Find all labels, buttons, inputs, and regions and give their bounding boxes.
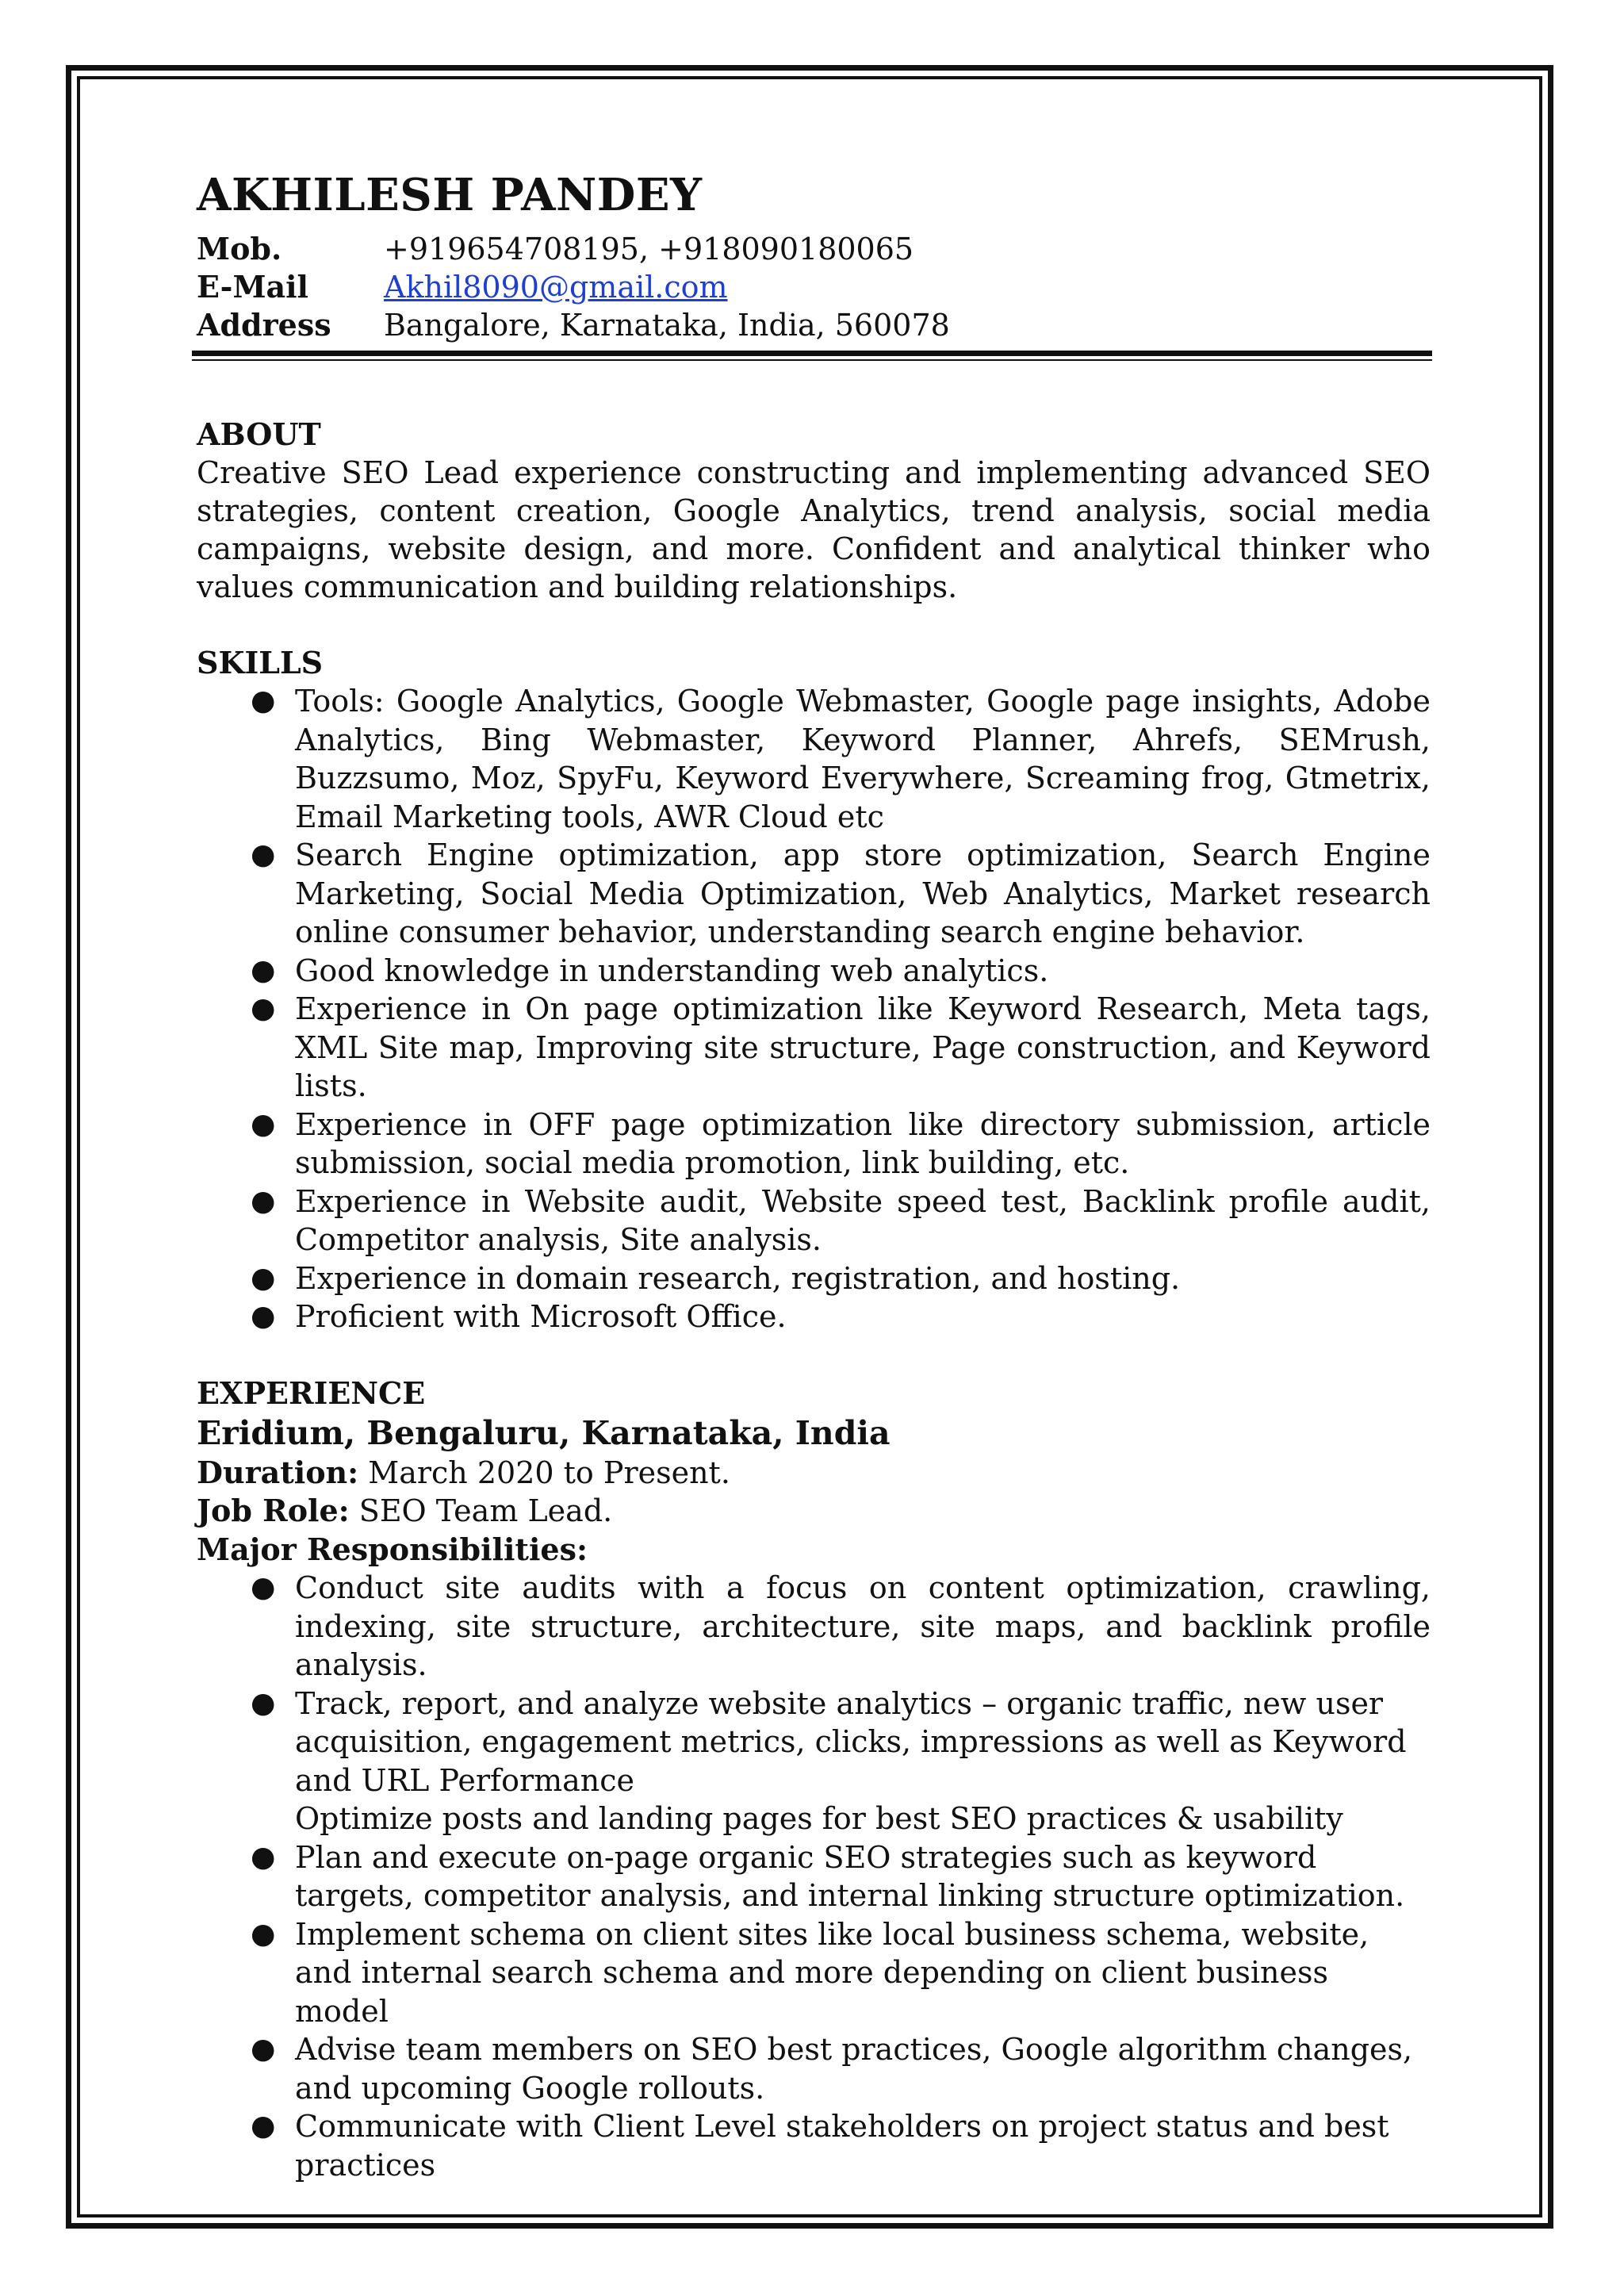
contact-email	[197, 268, 1431, 306]
candidate-name: AKHILESH PANDEY	[197, 169, 703, 221]
list-item	[197, 1838, 1431, 1915]
responsibility-text: Communicate with Client Level stakeholders on project status and best practices	[295, 2109, 1389, 2183]
responsibility-text: Conduct site audits with a focus on content optimization, crawling, indexing, site structure, architecture, site maps, and backlink profile analysis.	[295, 1570, 1431, 1682]
list-item	[197, 2030, 1431, 2107]
skill-text: Search Engine optimization, app store optimization, Search Engine Marketing, Social Media Optimization, Web Analytics, Market research online consumer behavior, understanding search engine behavior.	[295, 838, 1431, 949]
responsibilities-list	[197, 1569, 1431, 2184]
company-name: Eridium, Bengaluru, Karnataka, India	[197, 1413, 891, 1452]
list-item	[197, 1800, 1431, 1838]
list-item	[197, 1915, 1431, 2031]
contact-label: Mob.	[197, 231, 282, 266]
responsibilities-label: Major Responsibilities:	[197, 1531, 588, 1567]
skill-text: Proficient with Microsoft Office.	[295, 1299, 787, 1334]
role-label: Job Role:	[197, 1493, 350, 1528]
contact-address	[197, 306, 1431, 344]
bullet-icon: ●	[251, 1261, 276, 1294]
resume-content	[197, 169, 1431, 2184]
list-item	[197, 1106, 1431, 1182]
skill-text: Tools: Google Analytics, Google Webmaster, Google page insights, Adobe Analytics, Bing Webmaster, Keyword Planner, Ahrefs, SEMrush, Buzzsumo, Moz, SpyFu, Keyword Everywhere, Screaming frog, Gtmetrix, Email Marketing tools, AWR Cloud etc	[295, 684, 1431, 834]
bullet-icon: ●	[251, 1917, 276, 1950]
bullet-icon: ●	[251, 1686, 276, 1719]
skills-heading: SKILLS	[197, 645, 324, 680]
list-item	[197, 836, 1431, 952]
list-item	[197, 2107, 1431, 2184]
list-item	[197, 682, 1431, 836]
experience-heading: EXPERIENCE	[197, 1374, 426, 1411]
skill-text: Experience in On page optimization like Keyword Research, Meta tags, XML Site map, Improving site structure, Page construction, and Keyword lists.	[295, 991, 1431, 1103]
bullet-icon: ●	[251, 1107, 276, 1140]
bullet-icon: ●	[251, 1840, 276, 1873]
role-value: SEO Team Lead.	[349, 1493, 613, 1528]
contact-mobile	[197, 230, 1431, 268]
skill-text: Experience in domain research, registration, and hosting.	[295, 1260, 1181, 1296]
responsibility-text: Track, report, and analyze website analytics – organic traffic, new user acquisition, engagement metrics, clicks, impressions as well as Keyword and URL Performance	[295, 1685, 1407, 1798]
contact-value: +919654708195, +918090180065	[384, 232, 914, 266]
list-item	[197, 1182, 1431, 1259]
responsibility-text: Optimize posts and landing pages for best SEO practices & usability	[295, 1801, 1343, 1836]
email-link[interactable]: Akhil8090@gmail.com	[384, 270, 728, 305]
bullet-icon: ●	[251, 684, 276, 717]
responsibility-text: Advise team members on SEO best practices, Google algorithm changes, and upcoming Google rollouts.	[295, 2032, 1413, 2106]
skill-text: Experience in Website audit, Website speed test, Backlink profile audit, Competitor analysis, Site analysis.	[295, 1183, 1431, 1257]
bullet-icon: ●	[251, 2033, 276, 2065]
list-item	[197, 952, 1431, 991]
bullet-icon: ●	[251, 838, 276, 871]
responsibilities-heading	[197, 1531, 1431, 1570]
responsibility-text: Plan and execute on-page organic SEO strategies such as keyword targets, competitor analysis, and internal linking structure optimization.	[295, 1839, 1405, 1913]
responsibility-text: Implement schema on client sites like local business schema, website, and internal search schema and more depending on client business model	[295, 1916, 1369, 2029]
duration-line	[197, 1454, 1431, 1493]
skill-text: Experience in OFF page optimization like directory submission, article submission, social media promotion, link building, etc.	[295, 1106, 1431, 1180]
duration-value: March 2020 to Present.	[358, 1455, 730, 1490]
contact-value: Bangalore, Karnataka, India, 560078	[384, 308, 950, 343]
skill-text: Good knowledge in understanding web analytics.	[295, 953, 1049, 988]
bullet-icon: ●	[251, 953, 276, 987]
bullet-icon: ●	[251, 992, 276, 1025]
duration-label: Duration:	[197, 1454, 359, 1490]
skills-list	[197, 682, 1431, 1336]
list-item	[197, 1685, 1431, 1800]
list-item	[197, 1569, 1431, 1685]
bullet-icon: ●	[251, 2110, 276, 2142]
list-item	[197, 990, 1431, 1106]
role-line	[197, 1492, 1431, 1531]
contact-value	[384, 268, 1431, 306]
bullet-icon: ●	[251, 1571, 276, 1604]
about-heading: ABOUT	[197, 416, 321, 452]
contact-label: E-Mail	[197, 269, 308, 305]
list-item	[197, 1259, 1431, 1298]
bullet-icon: ●	[251, 1184, 276, 1217]
about-text: Creative SEO Lead experience constructing and implementing advanced SEO strategies, content creation, Google Analytics, trend analysis, social media campaigns, website design, and more. Confident and analytical thinker who values communication and building relationships.	[197, 455, 1431, 604]
list-item	[197, 1297, 1431, 1336]
bullet-icon: ●	[251, 1300, 276, 1332]
contact-label: Address	[197, 307, 331, 343]
